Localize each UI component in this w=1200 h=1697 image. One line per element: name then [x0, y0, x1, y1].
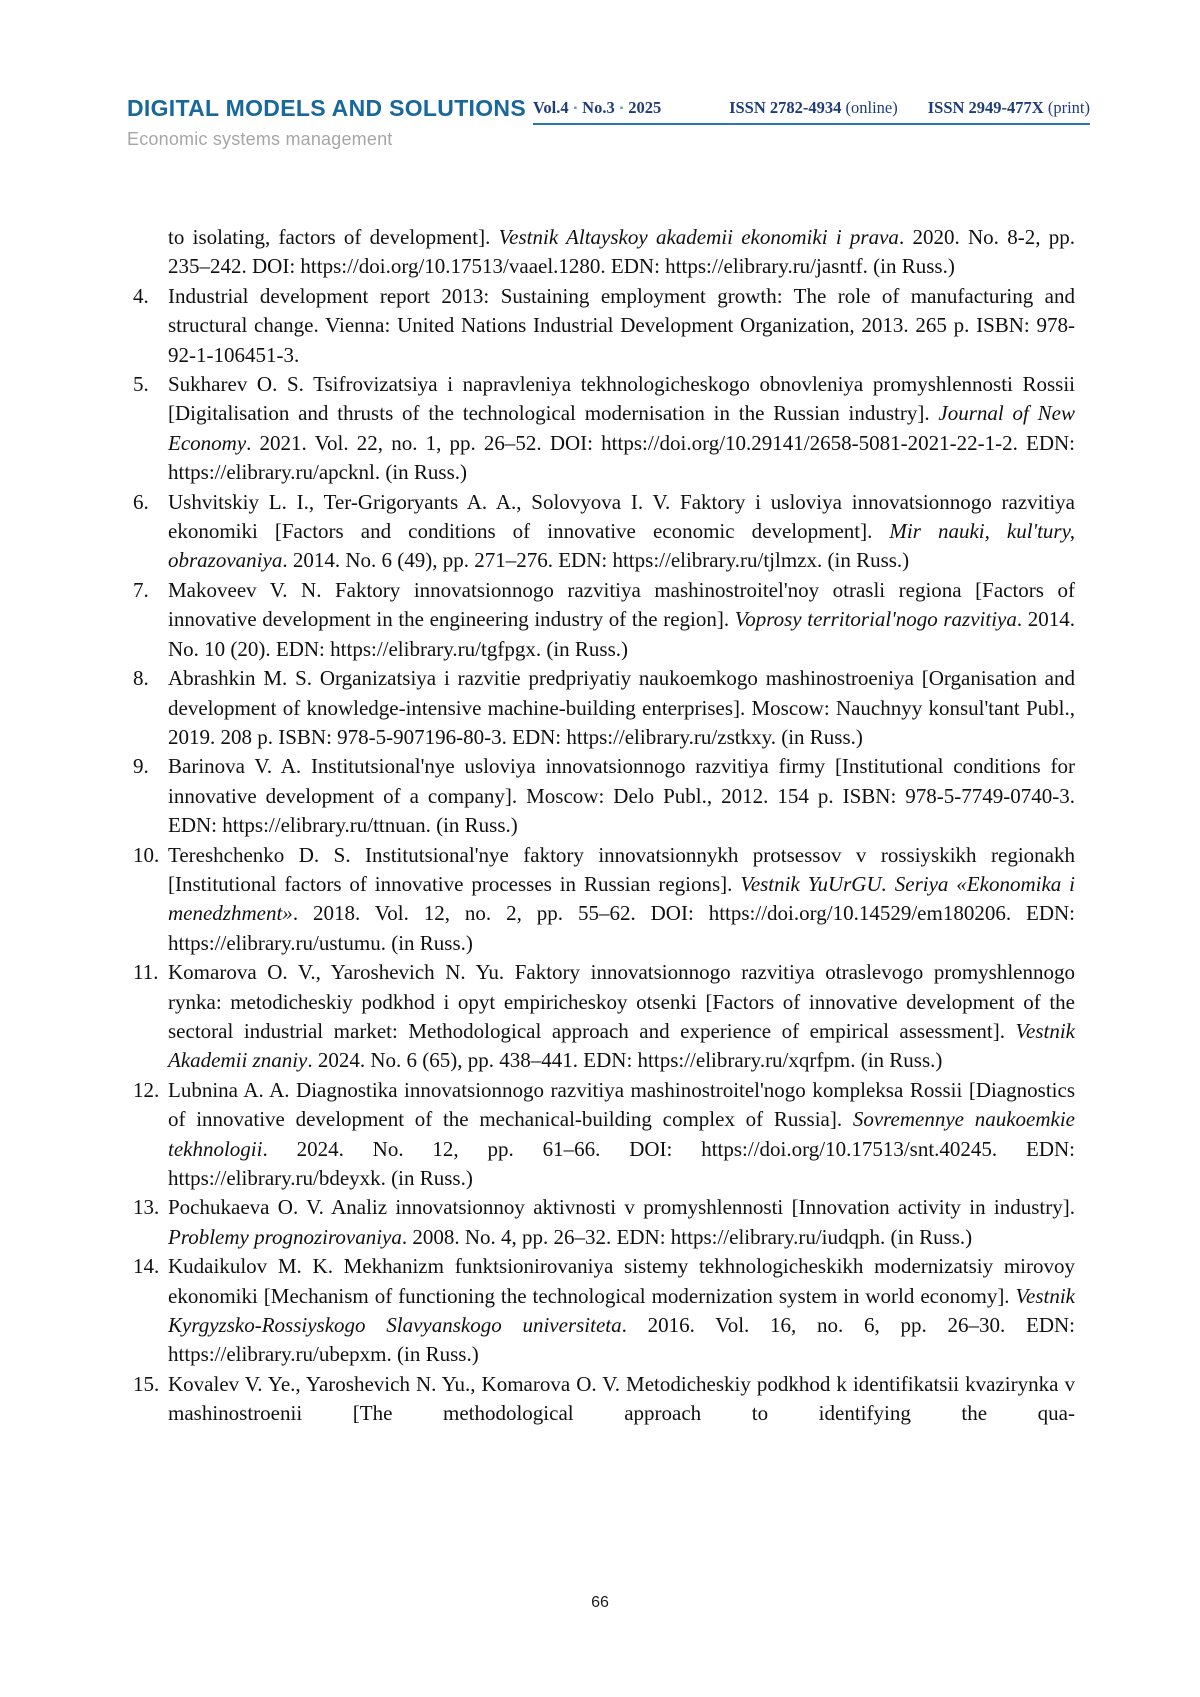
reference-text: Kovalev V. Ye., Yaroshevich N. Yu., Komarova O. V. Metodicheskiy podkhod k identifikatsii kvazirynka v mashinostroenii [The methodological approach to identifying the qua- — [168, 1371, 1075, 1426]
page-number: 66 — [591, 1594, 609, 1611]
issue-label: No.3 — [582, 98, 615, 117]
reference-number: 13. — [133, 1195, 160, 1220]
references-list — [133, 223, 1075, 1429]
reference-number: 6. — [133, 489, 149, 514]
issn-print-number: ISSN 2949-477X — [927, 98, 1044, 117]
reference-text: Kudaikulov M. K. Mekhanizm funktsionirovaniya sistemy tekhnologicheskikh modernizatsiy mirovoy ekonomiki [Mechanism of functioning the technological modernization system in world economy]. Vestnik Kyrgyzsko-Rossiyskogo Slavyanskogo universiteta. 2016. Vol. 16, no. 6, pp. 26–30. EDN: https://elibrary.ru/ubepxm. (in Russ.) — [168, 1254, 1075, 1367]
reference-text: Barinova V. A. Institutsional'nye usloviya innovatsionnogo razvitiya firmy [Institutional conditions for innovative development of a company]. Moscow: Delo Publ., 2012. 154 p. ISBN: 978-5-7749-0740-3. EDN: https://elibrary.ru/ttnuan. (in Russ.) — [168, 754, 1075, 838]
reference-text: Pochukaeva O. V. Analiz innovatsionnoy aktivnosti v promyshlennosti [Innovation activity in industry]. Problemy prognozirovaniya. 2008. No. 4, pp. 26–32. EDN: https://elibrary.ru/iudqph. (in Russ.) — [168, 1195, 1075, 1249]
page-footer — [0, 1594, 1200, 1612]
journal-branding — [127, 95, 525, 150]
reference-item — [133, 223, 1075, 282]
reference-number: 14. — [133, 1254, 160, 1279]
reference-number: 8. — [133, 666, 149, 691]
reference-text: Komarova O. V., Yaroshevich N. Yu. Faktory innovatsionnogo razvitiya otraslevogo promyshlennogo rynka: metodicheskiy podkhod i opyt empiricheskoy otsenki [Factors of innovative development of the sectoral industrial market: Methodological approach and experience of empirical assessment]. Vestnik Akademii znaniy. 2024. No. 6 (65), pp. 438–441. EDN: https://elibrary.ru/xqrfpm. (in Russ.) — [168, 960, 1075, 1073]
reference-number: 11. — [133, 960, 159, 985]
reference-text: Industrial development report 2013: Sustaining employment growth: The role of manufacturing and structural change. Vienna: United Nations Industrial Development Organization, 2013. 265 p. ISBN: 978-92-1-106451-3. — [168, 283, 1075, 367]
volume-info — [533, 98, 661, 118]
reference-number: 9. — [133, 754, 149, 779]
reference-text: Sukharev O. S. Tsifrovizatsiya i napravleniya tekhnologicheskogo obnovleniya promyshlennosti Rossii [Digitalisation and thrusts of the technological modernisation in the Russian industry]. Journal of New Economy. 2021. Vol. 22, no. 1, pp. 26–52. DOI: https://doi.org/10.29141/2658-5081-2021-22-1-2. EDN: https://elibrary.ru/apcknl. (in Russ.) — [168, 372, 1075, 485]
reference-item — [133, 664, 1075, 752]
year-label: 2025 — [628, 98, 662, 117]
reference-item — [133, 282, 1075, 370]
issn-info — [729, 98, 1090, 118]
volume-separator: ▪ — [573, 103, 578, 114]
issn-online-label: (online) — [845, 98, 898, 117]
reference-number: 4. — [133, 283, 149, 308]
reference-item — [133, 370, 1075, 488]
issn-print — [928, 98, 1090, 118]
reference-item — [133, 488, 1075, 576]
reference-text: Abrashkin M. S. Organizatsiya i razvitie predpriyatiy naukoemkogo mashinostroeniya [Organisation and development of knowledge-intensive machine-building enterprises]. Moscow: Nauchnyy konsul'tant Publ., 2019. 208 p. ISBN: 978-5-907196-80-3. EDN: https://elibrary.ru/zstkxy. (in Russ.) — [168, 666, 1075, 749]
volume-separator: ▪ — [619, 103, 624, 114]
reference-item — [133, 1076, 1075, 1194]
issn-online — [729, 98, 898, 118]
reference-item — [133, 958, 1075, 1076]
reference-number: 5. — [133, 372, 149, 397]
volume-issn-row — [533, 98, 1090, 125]
reference-number: 12. — [133, 1077, 160, 1102]
volume-label: Vol.4 — [533, 98, 569, 117]
reference-text: to isolating, factors of development]. Vestnik Altayskoy akademii ekonomiki i prava. 2020. No. 8-2, pp. 235–242. DOI: https://doi.org/10.17513/vaael.1280. EDN: https://elibrary.ru/jasntf. (in Russ.) — [168, 225, 1075, 279]
reference-item — [133, 576, 1075, 664]
reference-text: Makoveev V. N. Faktory innovatsionnogo razvitiya mashinostroitel'noy otrasli regiona [Factors of innovative development in the engineering industry of the region]. Voprosy territorial'nogo razvitiya. 2014. No. 10 (20). EDN: https://elibrary.ru/tgfpgx. (in Russ.) — [168, 577, 1075, 661]
reference-text: Tereshchenko D. S. Institutsional'nye faktory innovatsionnykh protsessov v rossiyskikh regionakh [Institutional factors of innovative processes in Russian regions]. Vestnik YuUrGU. Seriya «Ekonomika i menedzhment». 2018. Vol. 12, no. 2, pp. 55–62. DOI: https://doi.org/10.14529/em180206. EDN: https://elibrary.ru/ustumu. (in Russ.) — [168, 842, 1076, 955]
reference-text: Lubnina A. A. Diagnostika innovatsionnogo razvitiya mashinostroitel'nogo kompleksa Rossii [Diagnostics of innovative development of the mechanical-building complex of Russia]. Sovremennye naukoemkie tekhnologii. 2024. No. 12, pp. 61–66. DOI: https://doi.org/10.17513/snt.40245. EDN: https://elibrary.ru/bdeyxk. (in Russ.) — [168, 1077, 1075, 1190]
journal-subtitle: Economic systems management — [127, 129, 393, 149]
journal-header — [0, 0, 1200, 150]
reference-number: 7. — [133, 577, 149, 602]
reference-number: 15. — [133, 1371, 160, 1396]
reference-number: 10. — [133, 842, 160, 867]
reference-item — [133, 1252, 1075, 1370]
issn-online-number: ISSN 2782-4934 — [729, 98, 842, 117]
journal-title: DIGITAL MODELS AND SOLUTIONS — [127, 95, 526, 121]
reference-item — [133, 752, 1075, 840]
reference-text: Ushvitskiy L. I., Ter-Grigoryants A. A., Solovyova I. V. Faktory i usloviya innovatsionnogo razvitiya ekonomiki [Factors and conditions of innovative economic development]. Mir nauki, kul'tury, obrazovaniya. 2014. No. 6 (49), pp. 271–276. EDN: https://elibrary.ru/tjlmzx. (in Russ.) — [168, 489, 1075, 573]
journal-meta — [533, 98, 1090, 125]
reference-item — [133, 1370, 1075, 1429]
reference-item — [133, 841, 1075, 959]
reference-item — [133, 1193, 1075, 1252]
issn-print-label: (print) — [1047, 98, 1090, 117]
